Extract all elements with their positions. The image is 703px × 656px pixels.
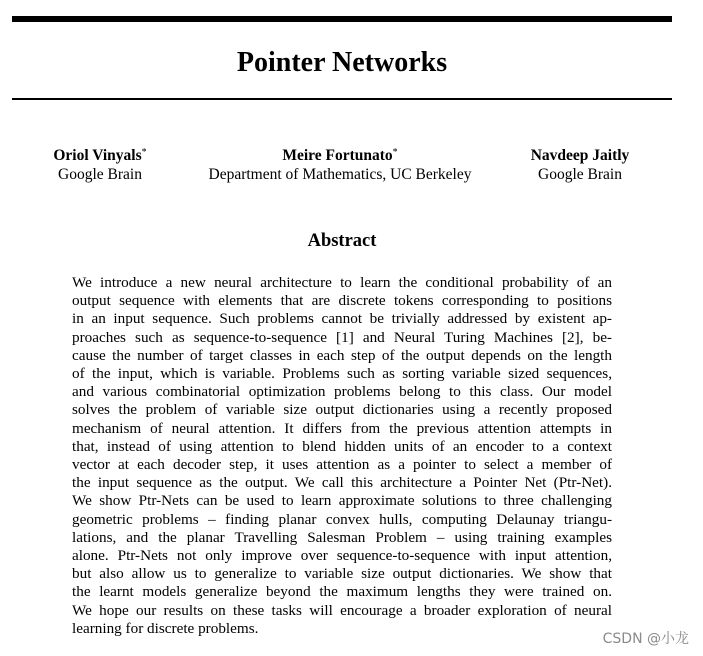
abstract-line: output sequence with elements that are discrete tokens corresponding to positions [72, 292, 612, 310]
abstract-line: the learnt models generalize beyond the maximum lengths they were trained on. [72, 583, 612, 601]
abstract-line: mechanism of neural attention. It differs from the previous attention attempts in [72, 419, 612, 437]
abstract-line: that, instead of using attention to blend hidden units of an encoder to a context [72, 437, 612, 455]
abstract-line: but also allow us to generalize to variable size output dictionaries. We show that [72, 565, 612, 583]
abstract-line: the input sequence as the output. We call this architecture a Pointer Net (Ptr-Net). [72, 474, 612, 492]
author-footnote-mark: * [141, 147, 147, 158]
author-affiliation: Department of Mathematics, UC Berkeley [208, 166, 472, 183]
author-footnote-mark: * [392, 147, 398, 158]
abstract-line: solves the problem of variable size output dictionaries using a recently proposed [72, 401, 612, 419]
abstract-line: We hope our results on these tasks will encourage a broader exploration of neural [72, 601, 612, 619]
author-affiliation: Google Brain [58, 166, 142, 183]
abstract-line: lations, and the planar Travelling Salesman Problem – using training examples [72, 528, 612, 546]
abstract-body [72, 274, 612, 638]
watermark: CSDN @小龙 [602, 631, 689, 647]
abstract-line: and various combinatorial optimization problems belong to this class. Our model [72, 383, 612, 401]
author-2 [190, 146, 490, 184]
top-rule [12, 16, 672, 22]
author-name: Meire Fortunato [282, 147, 393, 164]
abstract-heading: Abstract [307, 231, 377, 251]
abstract-line: We introduce a new neural architecture to learn the conditional probability of an [72, 274, 612, 291]
author-1 [40, 146, 160, 184]
paper-title: Pointer Networks [236, 47, 448, 78]
abstract-line: alone. Ptr-Nets not only improve over sequence-to-sequence with input attention, [72, 547, 612, 565]
author-3 [515, 146, 645, 184]
abstract-line: geometric problems – finding planar convex hulls, computing Delaunay triangu- [72, 510, 612, 528]
abstract-line: vector at each decoder step, it uses attention as a pointer to select a member of [72, 456, 612, 474]
abstract-line: in an input sequence. Such problems cannot be trivially addressed by existent ap- [72, 310, 612, 328]
author-name: Navdeep Jaitly [530, 147, 630, 164]
abstract-line: We show Ptr-Nets can be used to learn approximate solutions to three challenging [72, 492, 612, 510]
author-affiliation: Google Brain [538, 166, 622, 183]
abstract-line: learning for discrete problems. [72, 619, 259, 637]
abstract-line: of the input, which is variable. Problems such as sorting variable sized sequences, [72, 365, 612, 383]
abstract-line: cause the number of target classes in each step of the output depends on the length [72, 346, 612, 364]
author-name: Oriol Vinyals [53, 147, 142, 164]
abstract-line: proaches such as sequence-to-sequence [1] and Neural Turing Machines [2], be- [72, 328, 612, 346]
title-rule [12, 98, 672, 100]
